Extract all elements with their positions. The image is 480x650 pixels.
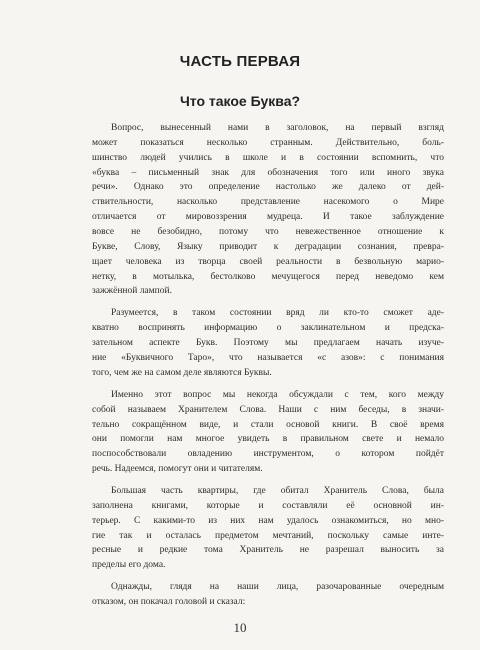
- text-line: Разумеется, в таком состоянии вряд ли кто-то сможет аде-: [111, 308, 444, 319]
- text-line: может показаться несколько странным. Действительно, боль-: [92, 137, 444, 148]
- text-line: нетку, в мотылька, бестолково мечущегося перед неведомо кем: [92, 271, 444, 282]
- text-line: Именно этот вопрос мы некогда обсуждали с тем, кого между: [111, 389, 444, 400]
- chapter-heading: Что такое Буква?: [179, 93, 301, 109]
- paragraph: [92, 306, 444, 380]
- text-line: Однажды, глядя на наши лица, разочарованные очередным: [111, 582, 444, 593]
- text-line: терьер. С какими-то из них нам удалось ознакомиться, но мно-: [92, 515, 444, 526]
- text-line: шинство людей учились в школе и в состоянии вспомнить, что: [92, 152, 444, 163]
- text-line: ние «Буквичного Таро», что называется «с азов»: с понимания: [92, 353, 444, 364]
- paragraph: [92, 121, 444, 299]
- paragraph: [92, 388, 444, 477]
- text-line: речь. Надеемся, помогут они и читателям.: [92, 464, 263, 475]
- text-line: отказом, он покачал головой и сказал:: [92, 597, 246, 608]
- text-line: зательном аспекте Букв. Поэтому мы предлагаем начать изуче-: [92, 338, 444, 349]
- page-number: 10: [233, 620, 247, 635]
- paragraph: [92, 484, 444, 573]
- text-line: Букве, Слову, Языку приводит к деградации сознания, превра-: [92, 241, 444, 252]
- text-line: заполнена книгами, которые и составляли её основной ин-: [92, 500, 444, 511]
- text-line: зажжённой лампой.: [92, 286, 172, 297]
- text-line: «буква – письменный знак для обозначения того или иного звука: [92, 167, 444, 178]
- text-line: вовсе не безобидно, потому что невежественное отношение к: [92, 227, 444, 238]
- text-line: собой называем Хранителем Слова. Наши с ним беседы, в значи-: [92, 404, 444, 415]
- text-line: ствительности, насколько представление насекомого о Мире: [92, 197, 444, 208]
- text-line: речи». Однако это определение настолько же далеко от дей-: [92, 182, 444, 193]
- paragraph: [92, 580, 444, 610]
- text-line: тельно сокращённом виде, и стали основой книги. В своё время: [92, 419, 444, 430]
- text-line: кватно воспринять информацию о заклинательном и предска-: [92, 323, 444, 334]
- text-line: гие так и осталась предметом мечтаний, поскольку самые инте-: [92, 530, 444, 541]
- text-line: Большая часть квартиры, где обитал Хранитель Слова, была: [111, 486, 444, 497]
- text-line: отличается от мировоззрения мудреца. И такое заблуждение: [92, 212, 444, 223]
- text-line: Вопрос, вынесенный нами в заголовок, на первый взгляд: [111, 123, 444, 133]
- text-line: того, чем же на самом деле являются Буквы.: [92, 367, 272, 378]
- text-line: ресные и редкие тома Хранитель не разрешал выносить за: [92, 545, 444, 556]
- text-line: щает человека из творца своей реальности в безвольную марио-: [92, 256, 444, 267]
- text-line: пределы его дома.: [92, 560, 166, 571]
- part-heading: ЧАСТЬ ПЕРВАЯ: [179, 53, 301, 70]
- text-line: они помогли нам многое увидеть в правильном свете и немало: [92, 434, 444, 445]
- text-line: поспособствовали овладению инструментом, о котором пойдёт: [92, 449, 444, 460]
